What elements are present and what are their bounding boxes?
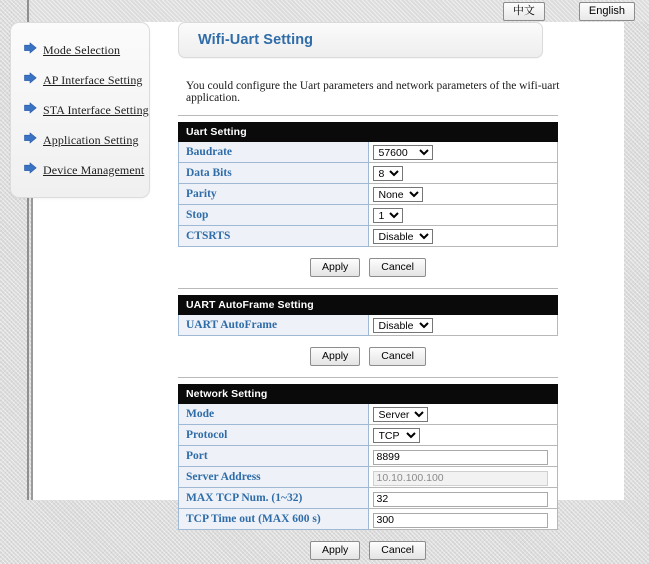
data-bits-select[interactable]: [373, 166, 403, 181]
language-bar: [31, 0, 649, 22]
setting-value-cell: [368, 446, 558, 467]
form-button-row: [178, 258, 558, 277]
sidebar-item-application-setting[interactable]: [11, 125, 149, 155]
ctsrts-select[interactable]: [373, 229, 433, 244]
blue-arrow-icon: [24, 102, 37, 114]
setting-label: Data Bits: [179, 163, 369, 184]
table-row: [179, 184, 558, 205]
setting-value-cell: [368, 467, 558, 488]
table-row: [179, 315, 558, 336]
setting-value-cell: [368, 404, 558, 425]
sidebar-item-ap-interface-setting[interactable]: [11, 65, 149, 95]
setting-label: UART AutoFrame: [179, 315, 369, 336]
setting-label: Port: [179, 446, 369, 467]
sidebar-item-label: Device Management: [43, 162, 145, 177]
protocol-select[interactable]: [373, 428, 420, 443]
blue-arrow-icon: [24, 42, 37, 54]
blue-arrow-icon: [24, 161, 37, 179]
blue-arrow-icon: [24, 71, 37, 89]
sidebar-item-label: Mode Selection: [43, 42, 121, 57]
stop-select[interactable]: [373, 208, 403, 223]
section-heading: UART AutoFrame Setting: [179, 296, 558, 315]
sidebar-item-sta-interface-setting[interactable]: [11, 95, 149, 125]
setting-label: Mode: [179, 404, 369, 425]
sidebar-nav: [10, 22, 150, 198]
sidebar-item-device-management[interactable]: [11, 155, 149, 185]
settings-table: [178, 384, 558, 530]
page-title: Wifi-Uart Setting: [198, 32, 314, 48]
sidebar-item-mode-selection[interactable]: [11, 35, 149, 65]
setting-label: Parity: [179, 184, 369, 205]
setting-value-cell: [368, 509, 558, 530]
setting-label: Protocol: [179, 425, 369, 446]
settings-section: [178, 115, 558, 277]
page-description: You could configure the Uart parameters and network parameters of the wifi-uart application.: [186, 80, 560, 104]
max-tcp-num-1-32-input[interactable]: [373, 492, 548, 507]
setting-label: MAX TCP Num. (1~32): [179, 488, 369, 509]
language-button-english[interactable]: English: [579, 2, 635, 21]
table-row: [179, 163, 558, 184]
table-row: [179, 446, 558, 467]
setting-value-cell: [368, 315, 558, 336]
form-button-row: [178, 347, 558, 366]
section-heading: Network Setting: [179, 385, 558, 404]
sidebar-item-label: Application Setting: [43, 132, 139, 147]
title-panel: [178, 22, 543, 58]
cancel-button[interactable]: Cancel: [369, 347, 426, 366]
language-button-chinese[interactable]: 中文: [503, 2, 545, 21]
setting-label: Baudrate: [179, 142, 369, 163]
blue-arrow-icon: [24, 132, 37, 144]
blue-arrow-icon: [24, 131, 37, 149]
sidebar-item-label: AP Interface Setting: [43, 72, 143, 87]
table-row: [179, 205, 558, 226]
setting-value-cell: [368, 488, 558, 509]
apply-button[interactable]: Apply: [310, 258, 360, 277]
table-row: [179, 404, 558, 425]
table-row: [179, 226, 558, 247]
setting-label: TCP Time out (MAX 600 s): [179, 509, 369, 530]
main-content: [178, 22, 568, 564]
sidebar-item-label: STA Interface Setting: [43, 102, 149, 117]
settings-sections: [178, 115, 568, 560]
setting-label: Stop: [179, 205, 369, 226]
setting-value-cell: [368, 163, 558, 184]
cancel-button[interactable]: Cancel: [369, 258, 426, 277]
blue-arrow-icon: [24, 101, 37, 119]
blue-arrow-icon: [24, 72, 37, 84]
setting-label: Server Address: [179, 467, 369, 488]
setting-label: CTSRTS: [179, 226, 369, 247]
apply-button[interactable]: Apply: [310, 541, 360, 560]
uart-autoframe-select[interactable]: [373, 318, 433, 333]
mode-select[interactable]: [373, 407, 428, 422]
table-row: [179, 509, 558, 530]
port-input[interactable]: [373, 450, 548, 465]
settings-table: [178, 295, 558, 336]
setting-value-cell: [368, 226, 558, 247]
parity-select[interactable]: [373, 187, 423, 202]
server-address-input: [373, 471, 548, 486]
settings-section: [178, 377, 558, 560]
section-heading: Uart Setting: [179, 123, 558, 142]
settings-table: [178, 122, 558, 247]
setting-value-cell: [368, 205, 558, 226]
tcp-time-out-max-600-s-input[interactable]: [373, 513, 548, 528]
cancel-button[interactable]: Cancel: [369, 541, 426, 560]
settings-section: [178, 288, 558, 366]
apply-button[interactable]: Apply: [310, 347, 360, 366]
table-row: [179, 467, 558, 488]
form-button-row: [178, 541, 558, 560]
blue-arrow-icon: [24, 162, 37, 174]
table-row: [179, 488, 558, 509]
setting-value-cell: [368, 142, 558, 163]
baudrate-select[interactable]: [373, 145, 433, 160]
setting-value-cell: [368, 425, 558, 446]
setting-value-cell: [368, 184, 558, 205]
table-row: [179, 425, 558, 446]
table-row: [179, 142, 558, 163]
blue-arrow-icon: [24, 41, 37, 59]
